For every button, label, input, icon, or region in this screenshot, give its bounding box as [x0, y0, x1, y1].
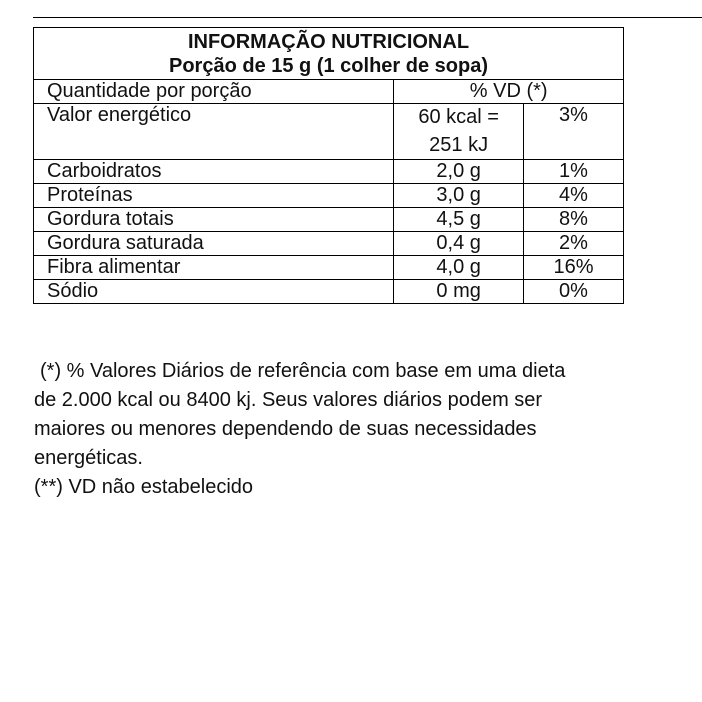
nutrient-quantity: 4,5 g	[394, 208, 524, 232]
table-row	[34, 256, 624, 280]
column-header-row	[34, 80, 624, 104]
table-header	[34, 28, 624, 80]
nutrient-name: Proteínas	[34, 184, 394, 208]
nutrition-facts-table	[33, 27, 624, 304]
nutrient-name: Sódio	[34, 280, 394, 304]
nutrient-name: Gordura totais	[34, 208, 394, 232]
nutrient-quantity: 0,4 g	[394, 232, 524, 256]
nutrient-name: Gordura saturada	[34, 232, 394, 256]
nutrient-dv: 3%	[523, 104, 623, 160]
serving-size: Porção de 15 g (1 colher de sopa)	[169, 55, 488, 77]
table-row	[34, 232, 624, 256]
energy-kj: 251 kJ	[429, 133, 489, 156]
table-row	[34, 160, 624, 184]
table-row	[34, 104, 624, 160]
nutrient-dv: 4%	[523, 184, 623, 208]
top-rule	[33, 17, 702, 18]
col-dv-header: % VD (*)	[394, 80, 624, 104]
nutrient-dv: 0%	[523, 280, 623, 304]
footnote-line: energéticas.	[34, 447, 143, 469]
nutrient-quantity: 3,0 g	[394, 184, 524, 208]
nutrient-quantity: 4,0 g	[394, 256, 524, 280]
nutrient-name: Carboidratos	[34, 160, 394, 184]
nutrient-dv: 8%	[523, 208, 623, 232]
footnote-line: de 2.000 kcal ou 8400 kj. Seus valores diários podem ser	[34, 389, 543, 411]
col-amount-header: Quantidade por porção	[34, 80, 394, 104]
table-row	[34, 280, 624, 304]
nutrient-dv: 16%	[523, 256, 623, 280]
footnote-line: (**) VD não estabelecido	[34, 476, 254, 498]
nutrient-name: Valor energético	[34, 104, 394, 160]
energy-kcal: 60 kcal =	[418, 106, 499, 128]
nutrient-name: Fibra alimentar	[34, 256, 394, 280]
nutrient-quantity	[394, 104, 524, 160]
nutrient-dv: 2%	[523, 232, 623, 256]
footnotes	[34, 357, 702, 502]
nutrient-quantity: 2,0 g	[394, 160, 524, 184]
nutrient-quantity: 0 mg	[394, 280, 524, 304]
footnote-line: maiores ou menores dependendo de suas necessidades	[34, 418, 537, 440]
table-title: INFORMAÇÃO NUTRICIONAL	[187, 31, 470, 53]
table-row	[34, 208, 624, 232]
nutrient-dv: 1%	[523, 160, 623, 184]
footnote-line: (*) % Valores Diários de referência com base em uma dieta	[40, 360, 566, 382]
table-row	[34, 184, 624, 208]
header-row	[34, 28, 624, 80]
